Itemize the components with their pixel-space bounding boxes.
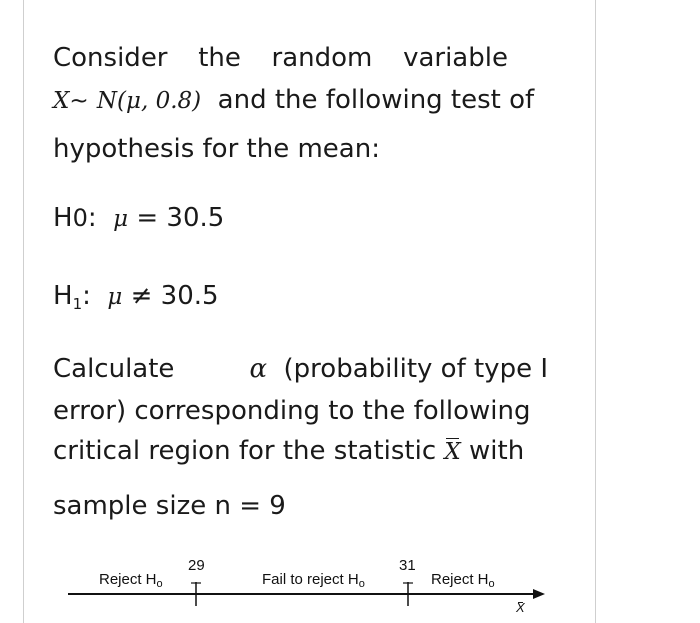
alpha-symbol: α xyxy=(249,354,267,384)
dist-tilde: ~ xyxy=(69,88,89,114)
fail-to-reject-label: Fail to reject $H_o$ xyxy=(262,571,365,590)
stat-xbar: X xyxy=(444,436,460,468)
problem-line-3: hypothesis for the mean: xyxy=(53,134,380,164)
axis-xbar-label: X xyxy=(516,600,525,615)
calc-rest: (probability of type I xyxy=(283,354,548,384)
h0-sub: 0 xyxy=(72,204,88,232)
sample-size-line: sample size n = 9 xyxy=(53,491,286,521)
word-the: the xyxy=(198,43,241,73)
axis-arrow xyxy=(533,589,545,599)
line2-rest: and the following test of xyxy=(217,85,535,115)
word-variable: variable xyxy=(403,43,508,73)
calc-word: Calculate xyxy=(53,354,175,384)
h0-label: H xyxy=(53,203,73,233)
dist-var: X xyxy=(53,88,70,114)
reject-left-label: Reject $H_o$ xyxy=(99,571,163,590)
reject-right-label: Reject $H_o$ xyxy=(431,571,495,590)
tick-31-label: 31 xyxy=(399,557,416,574)
crit-post: with xyxy=(469,436,525,466)
h1-rel: ≠ 30.5 xyxy=(130,281,219,311)
h1-colon: : xyxy=(82,281,91,311)
h1-label: H xyxy=(53,281,73,311)
dist-expr: N(μ, 0.8) xyxy=(96,88,202,114)
h0-mu: μ xyxy=(113,206,129,232)
word-random: random xyxy=(271,43,373,73)
word-consider: Consider xyxy=(53,43,168,73)
crit-pre: critical region for the statistic xyxy=(53,436,437,466)
h1-sub: 1 xyxy=(72,295,83,313)
h0-rel: = 30.5 xyxy=(136,203,225,233)
tick-29-label: 29 xyxy=(188,557,205,574)
error-line: error) corresponding to the following xyxy=(53,396,531,426)
h0-colon: : xyxy=(87,203,97,233)
h1-mu: μ xyxy=(107,284,123,310)
